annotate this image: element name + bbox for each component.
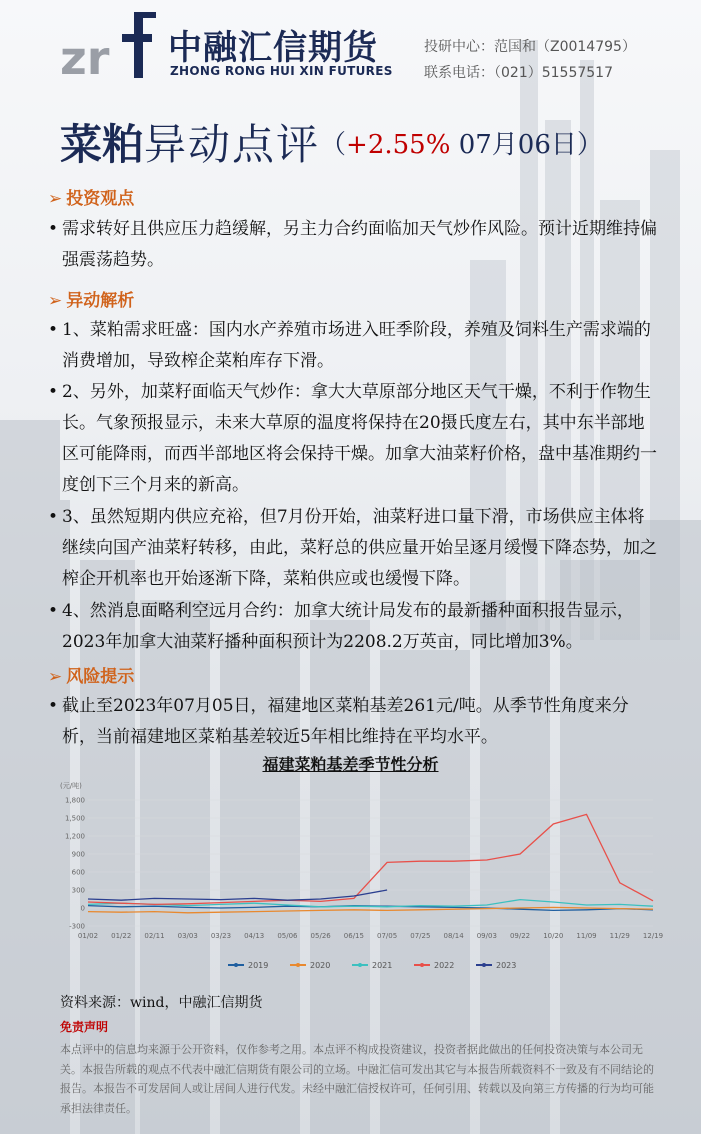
arrow-icon: ➢ <box>48 189 63 209</box>
title-open-paren: （ <box>320 130 347 160</box>
bullet-icon: • <box>48 219 59 239</box>
x-tick-label: 09/03 <box>476 932 497 940</box>
legend-label-2019: 2019 <box>248 961 269 970</box>
legend-label-2021: 2021 <box>372 961 393 970</box>
svg-text:zr: zr <box>60 31 110 85</box>
data-source: 资料来源：wind，中融汇信期货 <box>60 995 263 1011</box>
x-tick-label: 04/13 <box>244 932 265 940</box>
title-change: +2.55% <box>346 130 451 160</box>
bullet-icon: • <box>48 382 59 402</box>
legend-marker-2020 <box>296 963 300 967</box>
legend-label-2020: 2020 <box>310 961 331 970</box>
analysis-item: • 4、然消息面略利空远月合约：加拿大统计局发布的最新播种面积报告显示，2023年加拿大油菜籽播种面积预计为2208.2万英亩，同比增加3%。 <box>48 596 658 658</box>
legend-marker-2023 <box>482 963 486 967</box>
bullet-icon: • <box>48 696 59 716</box>
legend-label-2022: 2022 <box>434 961 455 970</box>
legend-marker-2021 <box>358 963 362 967</box>
phone-line: 联系电话：（021）51557517 <box>424 65 613 81</box>
company-logo <box>60 12 160 85</box>
legend-marker-2022 <box>420 963 424 967</box>
title-date: 07月06日） <box>450 130 603 160</box>
y-tick-label: 900 <box>71 850 85 859</box>
x-tick-label: 10/20 <box>543 932 564 940</box>
x-tick-label: 08/14 <box>443 932 464 940</box>
x-tick-label: 05/06 <box>277 932 298 940</box>
bullet-icon: • <box>48 320 59 340</box>
page-title <box>60 112 603 172</box>
y-tick-label: 1,200 <box>64 832 85 841</box>
legend-label-2023: 2023 <box>496 961 517 970</box>
x-tick-label: 03/23 <box>210 932 232 940</box>
contact-info <box>424 34 636 86</box>
title-commodity: 菜粕 <box>60 120 145 169</box>
analysis-item: • 1、菜粕需求旺盛：国内水产养殖市场进入旺季阶段，养殖及饲料生产需求端的消费增加，导致榨企菜粕库存下滑。 <box>48 315 658 377</box>
y-tick-label: 1,800 <box>64 796 85 805</box>
series-line-2023 <box>88 890 387 900</box>
disclaimer-title: 免责声明 <box>60 1020 109 1034</box>
x-tick-label: 01/22 <box>111 932 132 940</box>
x-tick-label: 06/15 <box>343 932 364 940</box>
chart-title: 福建菜粕基差季节性分析 <box>262 755 439 774</box>
bullet-icon: • <box>48 507 59 527</box>
y-tick-label: 1,500 <box>64 814 85 823</box>
legend-marker-2019 <box>234 963 238 967</box>
analyst-line: 投研中心：范国和（Z0014795） <box>424 39 636 55</box>
x-tick-label: 09/22 <box>509 932 531 940</box>
y-tick-label: 600 <box>71 868 85 877</box>
y-tick-label: -300 <box>69 922 85 931</box>
brand-name-cn: 中融汇信期货 <box>168 28 378 68</box>
x-tick-label: 11/29 <box>609 932 630 940</box>
x-tick-label: 02/11 <box>144 932 165 940</box>
x-tick-label: 03/03 <box>177 932 198 940</box>
bullet-icon: • <box>48 601 59 621</box>
x-tick-label: 01/02 <box>77 932 99 940</box>
x-tick-label: 07/05 <box>377 932 398 940</box>
x-tick-label: 12/19 <box>642 932 664 940</box>
analysis-item: • 2、另外，加菜籽面临天气炒作：拿大大草原部分地区天气干燥，不利于作物生长。气象预报显示，未来大草原的温度将保持在20摄氏度左右，其中东半部地区可能降雨，而西半部地区将会保持干燥。加拿大油菜籽价格，盘中基准期约一度创下三个月来的新高。 <box>48 377 658 501</box>
section-view-heading: ➢ 投资观点 <box>48 189 135 209</box>
section-risk-heading: ➢ 风险提示 <box>48 667 135 687</box>
x-tick-label: 07/25 <box>410 932 431 940</box>
arrow-icon: ➢ <box>48 667 63 687</box>
analysis-item: • 3、虽然短期内供应充裕，但7月份开始，油菜籽进口量下滑，市场供应主体将继续向国产油菜籽转移，由此，菜籽总的供应量开始呈逐月缓慢下降态势，加之榨企开机率也开始逐渐下降，菜粕供应或也缓慢下降。 <box>48 502 658 595</box>
arrow-icon: ➢ <box>48 291 63 311</box>
series-line-2022 <box>88 814 653 904</box>
seasonal-basis-chart <box>58 776 664 976</box>
view-paragraph: • 需求转好且供应压力趋缓解，另主力合约面临加天气炒作风险。预计近期维持偏强震荡趋势。 <box>48 214 658 276</box>
x-tick-label: 05/26 <box>310 932 331 940</box>
disclaimer-text: 本点评中的信息均来源于公开资料，仅作参考之用。本点评不构成投资建议，投资者据此做出的任何投资决策与本公司无关。本报告所载的观点不代表中融汇信期货有限公司的立场。中融汇信可发出其它与本报告所载资料不一致及有不同结论的报告。本报告不可发居间人或让居间人进行代发。未经中融汇信授权许可，任何引用、转载以及向第三方传播的行为均可能承担法律责任。 <box>60 1043 654 1115</box>
title-main: 异动点评 <box>144 120 321 169</box>
x-tick-label: 11/09 <box>576 932 597 940</box>
risk-paragraph: • 截止至2023年07月05日，福建地区菜粕基差261元/吨。从季节性角度来分析，当前福建地区菜粕基差较近5年相比维持在平均水平。 <box>48 691 658 753</box>
brand-name-en: ZHONG RONG HUI XIN FUTURES <box>170 64 393 78</box>
section-analysis-heading: ➢ 异动解析 <box>48 291 135 311</box>
y-tick-label: 300 <box>71 886 85 895</box>
y-axis-label: (元/吨) <box>60 782 82 790</box>
y-tick-label: 0 <box>80 904 85 913</box>
